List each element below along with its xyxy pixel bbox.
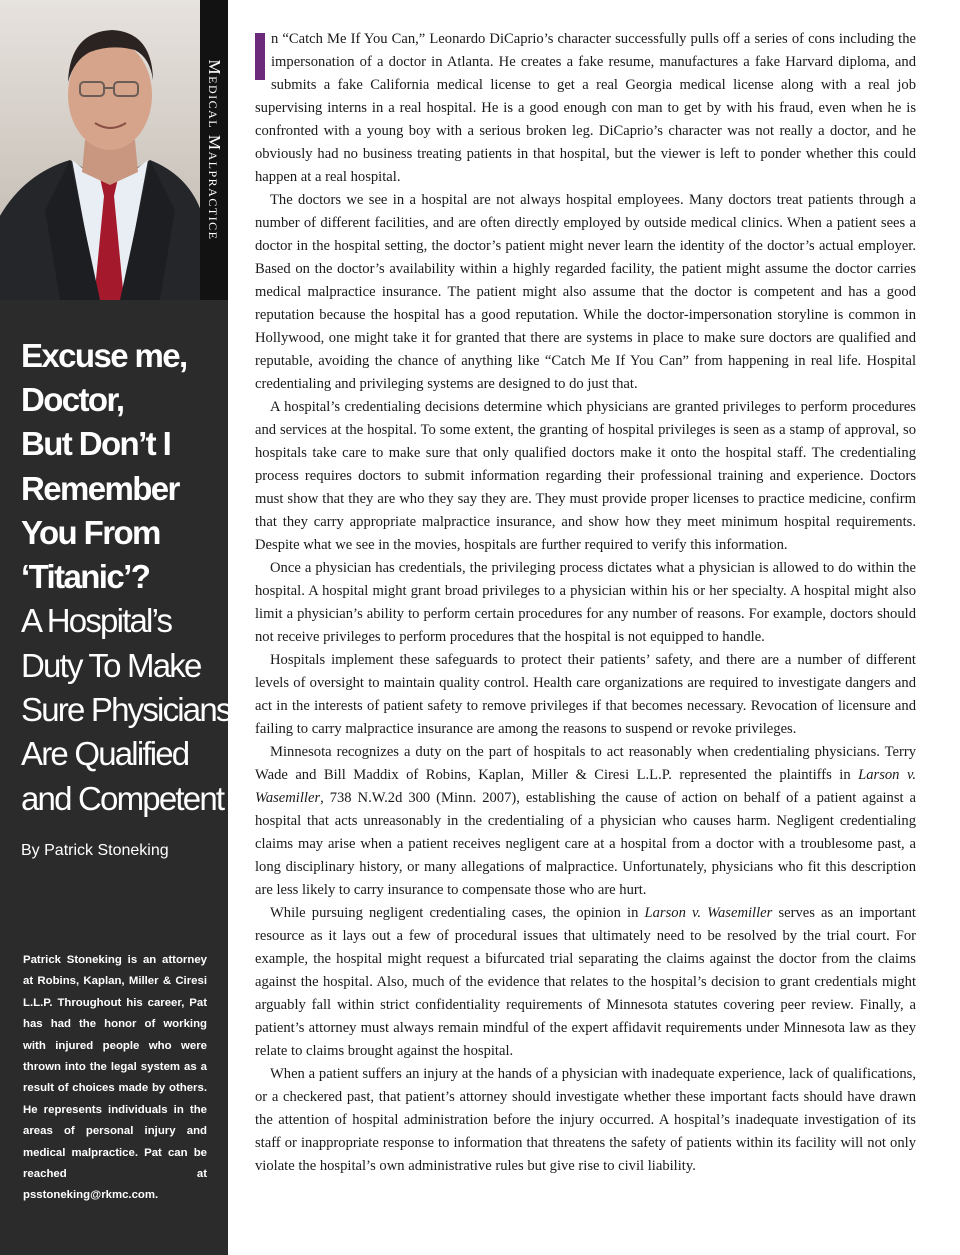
headline [21, 334, 231, 821]
drop-cap: I [255, 33, 265, 80]
sidebar [0, 0, 231, 1255]
headline-subtitle [21, 599, 231, 821]
headline-subtitle-line: and Competent [21, 779, 224, 817]
byline: By Patrick Stoneking [21, 842, 169, 859]
headline-title-line: Remember [21, 469, 179, 507]
article-paragraph: I n “Catch Me If You Can,” Leonardo DiCaprio’s character successfully pulls off a series of cons including the impersonation of a doctor in Atlanta. He creates a fake resume, manufactures a fake Harvard diploma, and submits a fake California medical license to get a real Georgia medical license along with a real job supervising interns in a real hospital. He is a good enough con man to get by with his fraud, even when he is confronted with a young boy with a serious broken leg. DiCaprio’s character was not really a doctor, and he obviously had no business treating patients in that hospital, but the viewer is left to ponder whether this could happen at a real hospital. [255, 31, 916, 185]
author-bio: Patrick Stoneking is an attorney at Robins, Kaplan, Miller & Ciresi L.L.P. Throughout his career, Pat has had the honor of working with injured people who were thrown into the legal system as a result of choices made by others. He represents individuals in the areas of personal injury and medical malpractice. Pat can be reached at psstoneking@rkmc.com. [23, 954, 207, 1202]
article-paragraph: The doctors we see in a hospital are not always hospital employees. Many doctors treat patients through a number of different facilities, and are often directly employed by outside medical clinics. When a patient sees a doctor in the hospital setting, the doctor’s patient might never learn the identity of the doctor’s actual employer. Based on the doctor’s availability within a highly regarded facility, the patient might assume the doctor carries medical malpractice insurance. The patient might also assume that the doctor is competent and has a good reputation because the hospital has a good reputation. While the doctor-impersonation storyline is common in Hollywood, one might take it for granted that there are systems in place to make sure doctors are qualified and reputable, avoiding the chance of anything like “Catch Me If You Can” from happening in real life. Hospital credentialing and privileging systems are designed to do just that. [255, 192, 916, 392]
article-paragraph: While pursuing negligent credentialing cases, the opinion in Larson v. Wasemiller serves as an important resource as it lays out a few of procedural issues that ultimately need to be resolved by the trial court. For example, the hospital might request a bifurcated trial separating the claims against the doctor from the claims against the hospital. Also, much of the evidence that relates to the hospital’s decision to grant credentials might arguably fall within strict confidentiality requirements of Minnesota statutes covering peer review. Finally, a patient’s attorney must always remain mindful of the expert affidavit requirements under Minnesota law as they relate to claims brought against the hospital. [255, 905, 916, 1059]
headline-title-line: You From [21, 513, 160, 551]
headline-title-line: Excuse me, [21, 337, 187, 374]
case-citation: Larson v. Wasemiller [255, 767, 916, 806]
headline-subtitle-line: Sure Physicians [21, 691, 231, 729]
headline-title [21, 334, 221, 599]
section-label: Medical Malpractice [205, 59, 224, 241]
article-paragraph: Hospitals implement these safeguards to protect their patients’ safety, and there are a number of different levels of oversight to maintain quality control. Health care organizations are required to investigate dangers and act in the interests of patient safety to remove privileges if that becomes necessary. Revocation of licensure and failing to carry malpractice insurance are among the reasons to suspend or revoke privileges. [255, 652, 916, 737]
article-paragraph: When a patient suffers an injury at the hands of a physician with inadequate experience, lack of qualifications, or a checkered past, that patient’s attorney should investigate whether these important facts should have drawn the attention of hospital administration before the injury occurred. A hospital’s inadequate investigation of its staff or inappropriate response to information that threatens the safety of patients within its facility will not only violate the hospital’s own administrative rules but give rise to civil liability. [255, 1066, 916, 1174]
headline-subtitle-line: Are Qualified [21, 735, 189, 773]
article-body [255, 28, 916, 1178]
author-portrait-illustration [0, 0, 200, 300]
headline-subtitle-line: A Hospital’s [21, 602, 172, 640]
case-citation: Larson v. Wasemiller [644, 905, 773, 921]
article-paragraph: Minnesota recognizes a duty on the part of hospitals to act reasonably when credentialing physicians. Terry Wade and Bill Maddix of Robins, Kaplan, Miller & Ciresi L.L.P. represented the plaintiffs in Larson v. Wasemiller, 738 N.W.2d 300 (Minn. 2007), establishing the cause of action on behalf of a patient against a hospital that acts unreasonably in the credentialing of a physician who causes harm. Negligent credentialing claims may arise when a patient receives negligent care at a hospital from a doctor with a troublesome past, a long disciplinary history, or many allegations of malpractice. Unfortunately, physicians who fit this description are less likely to carry insurance to compensate those who are hurt. [255, 744, 916, 898]
headline-title-line: ‘Titanic’? [21, 558, 150, 596]
author-photo [0, 0, 200, 300]
article-paragraph: Once a physician has credentials, the privileging process dictates what a physician is allowed to do within the hospital. A hospital might grant broad privileges to a physician within his or her specialty. A hospital might also limit a physician’s ability to perform certain procedures for any number of reasons. For example, doctors should not receive privileges to perform procedures that the hospital is not equipped to handle. [255, 560, 916, 645]
article-paragraph: A hospital’s credentialing decisions determine which physicians are granted privileges to perform procedures and services at the hospital. To some extent, the granting of hospital privileges is seen as a stamp of approval, so hospitals take care to make sure that only qualified doctors make it onto the hospital staff. The credentialing process requires doctors to submit information regarding their professional training and experience. Doctors must show that they are who they say they are. They must provide proper licenses to practice medicine, confirm that they carry appropriate malpractice insurance, and show how they meet minimum hospital requirements. Despite what we see in the movies, hospitals are further required to verify this information. [255, 399, 916, 553]
headline-title-line: Doctor, [21, 381, 124, 419]
headline-title-line: But Don’t I [21, 425, 171, 463]
headline-subtitle-line: Duty To Make [21, 646, 201, 684]
